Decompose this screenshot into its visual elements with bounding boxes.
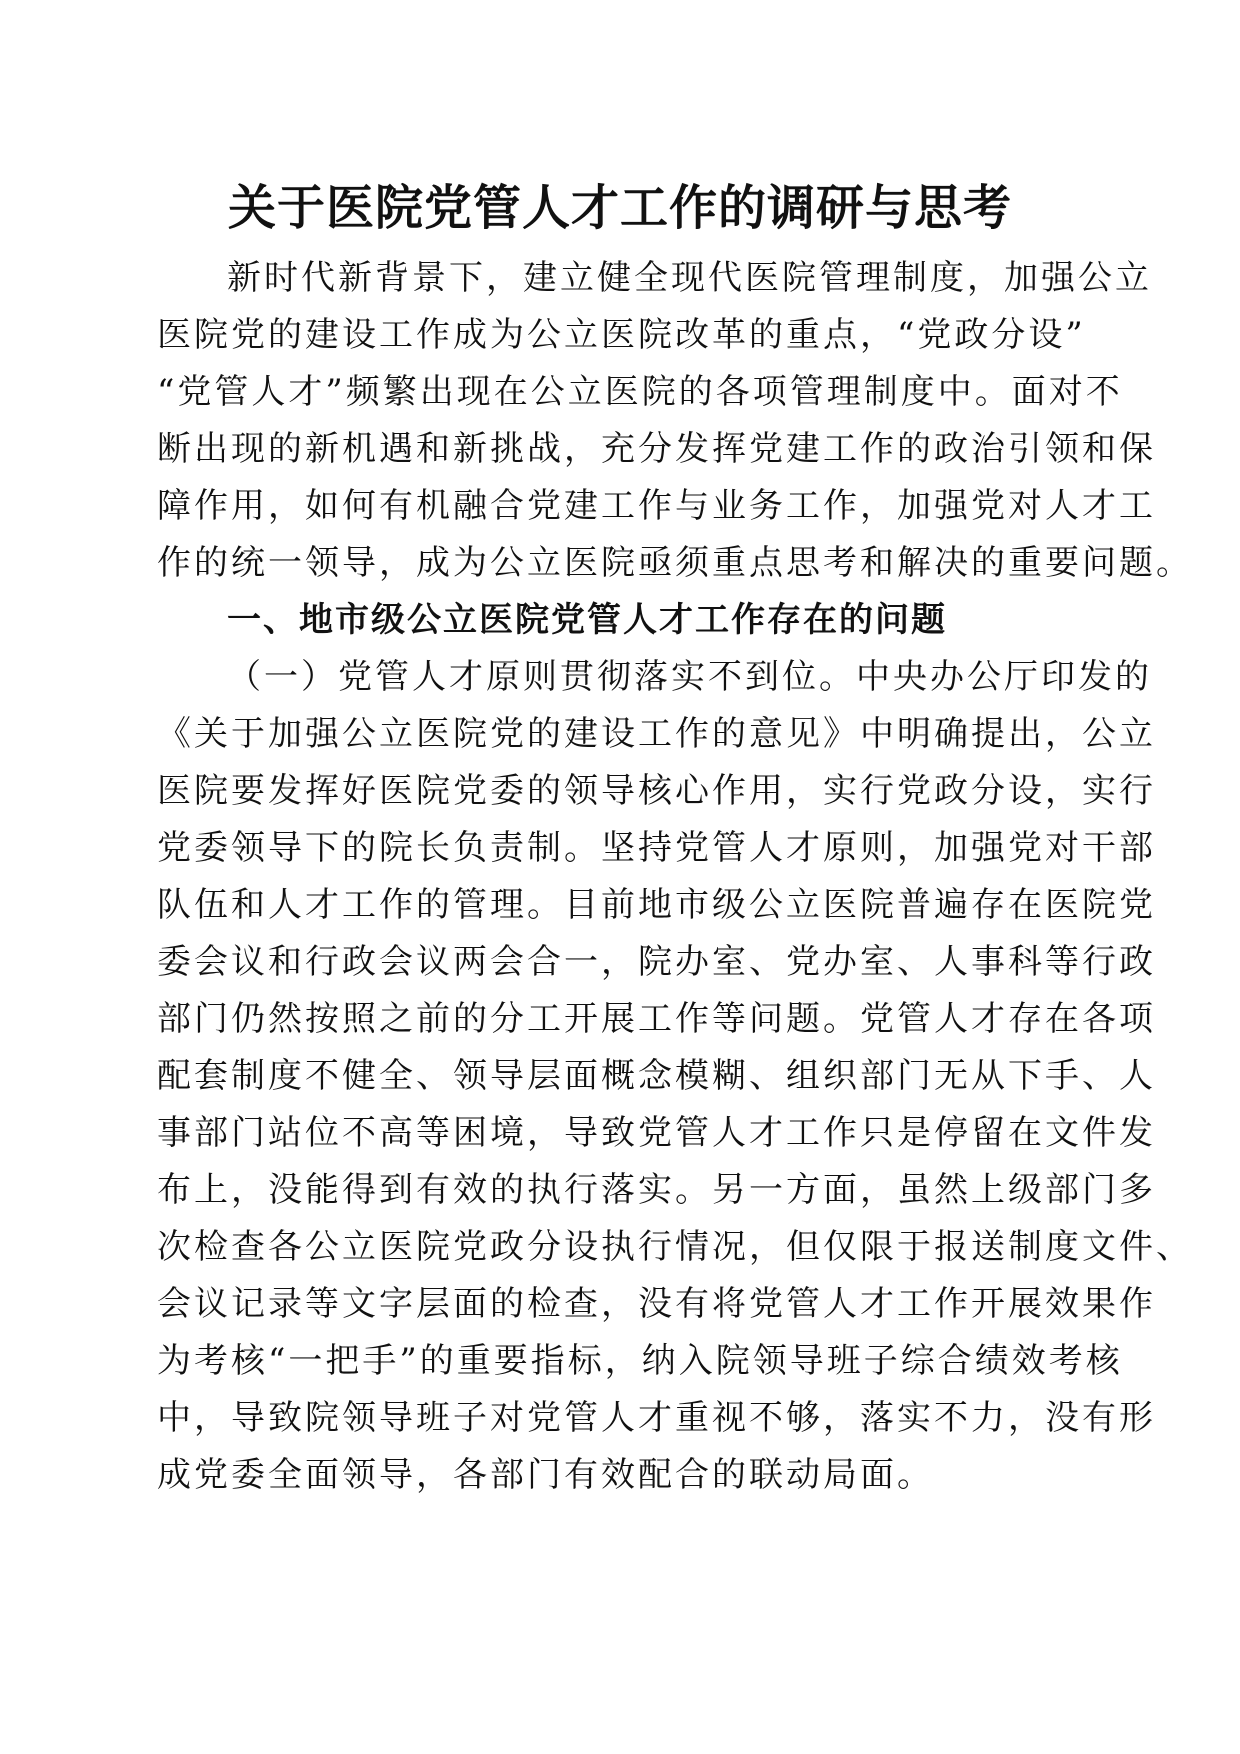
paragraph-line: 布上，没能得到有效的执行落实。另一方面，虽然上级部门多	[157, 1170, 1156, 1210]
paragraph-line: 中，导致院领导班子对党管人才重视不够，落实不力，没有形	[157, 1398, 1156, 1438]
paragraph-line: 会议记录等文字层面的检查，没有将党管人才工作开展效果作	[157, 1284, 1156, 1324]
paragraph-line: 事部门站位不高等困境，导致党管人才工作只是停留在文件发	[157, 1113, 1156, 1153]
paragraph-line: 为考核“一把手”的重要指标，纳入院领导班子综合绩效考核	[157, 1341, 1123, 1381]
document-title: 关于医院党管人才工作的调研与思考	[227, 180, 1012, 236]
paragraph-line: 《关于加强公立医院党的建设工作的意见》中明确提出，公立	[157, 714, 1156, 754]
paragraph-line: “党管人才”频繁出现在公立医院的各项管理制度中。面对不	[157, 372, 1123, 412]
paragraph-line: 配套制度不健全、领导层面概念模糊、组织部门无从下手、人	[157, 1056, 1156, 1096]
paragraph-line-intro: 新时代新背景下，建立健全现代医院管理制度，加强公立	[227, 258, 1152, 298]
section-heading: 一、地市级公立医院党管人才工作存在的问题	[227, 600, 947, 640]
paragraph-line: 队伍和人才工作的管理。目前地市级公立医院普遍存在医院党	[157, 885, 1156, 925]
paragraph-line: 作的统一领导，成为公立医院亟须重点思考和解决的重要问题。	[157, 543, 1193, 583]
paragraph-line: 成党委全面领导，各部门有效配合的联动局面。	[157, 1455, 934, 1495]
subsection-line: （一）党管人才原则贯彻落实不到位。中央办公厅印发的	[227, 657, 1152, 697]
paragraph-line: 委会议和行政会议两会合一，院办室、党办室、人事科等行政	[157, 942, 1156, 982]
paragraph-line: 医院党的建设工作成为公立医院改革的重点，“党政分设”	[157, 315, 1086, 355]
paragraph-line: 障作用，如何有机融合党建工作与业务工作，加强党对人才工	[157, 486, 1156, 526]
paragraph-line: 部门仍然按照之前的分工开展工作等问题。党管人才存在各项	[157, 999, 1156, 1039]
paragraph-line: 党委领导下的院长负责制。坚持党管人才原则，加强党对干部	[157, 828, 1156, 868]
paragraph-line: 次检查各公立医院党政分设执行情况，但仅限于报送制度文件、	[157, 1227, 1193, 1267]
paragraph-line: 断出现的新机遇和新挑战，充分发挥党建工作的政治引领和保	[157, 429, 1156, 469]
document-body	[157, 250, 1193, 1504]
paragraph-line: 医院要发挥好医院党委的领导核心作用，实行党政分设，实行	[157, 771, 1156, 811]
